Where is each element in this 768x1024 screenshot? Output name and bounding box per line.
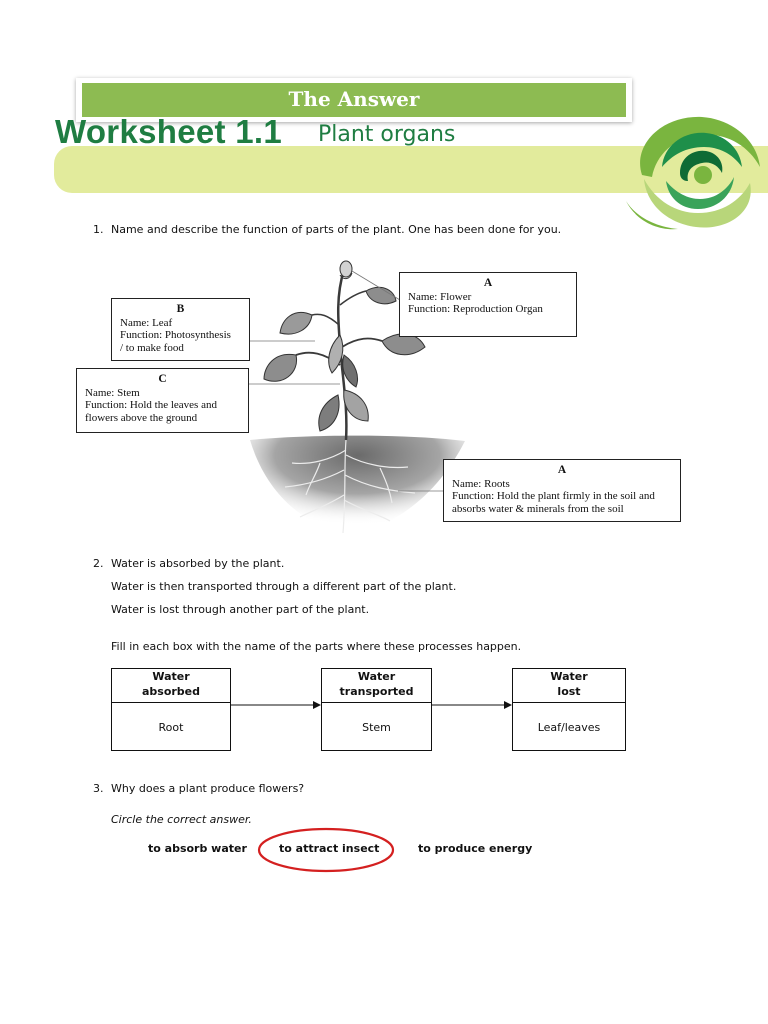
label-function-continued: flowers above the ground xyxy=(85,411,198,424)
process-box-title-line-2: lost xyxy=(557,684,581,698)
process-box-lost xyxy=(512,668,626,751)
question-text: Name and describe the function of parts of the plant. One has been done for you. xyxy=(111,223,562,236)
question-text: Why does a plant produce flowers? xyxy=(111,782,305,795)
question-number: 3. xyxy=(93,782,104,795)
label-function-continued: absorbs water & minerals from the soil xyxy=(452,502,624,515)
process-box-title-line-2: absorbed xyxy=(141,684,201,698)
process-box-transported xyxy=(321,668,432,751)
process-box-title-line-2: transported xyxy=(339,684,414,698)
worksheet-number: Worksheet 1.1 xyxy=(55,113,283,150)
process-box-answer[interactable]: Stem xyxy=(362,721,391,734)
label-name: Name: Flower xyxy=(408,290,472,303)
process-box-title-line-1: Water xyxy=(357,670,396,683)
question-2-line-2: Water is then transported through a different part of the plant. xyxy=(111,580,457,593)
question-3-instruction: Circle the correct answer. xyxy=(111,813,252,826)
process-box-absorbed xyxy=(111,668,231,751)
question-text: Water is absorbed by the plant. xyxy=(111,557,285,570)
leaf-label-box xyxy=(111,298,250,361)
label-function-continued: / to make food xyxy=(120,341,184,354)
label-letter: C xyxy=(158,373,167,385)
label-name: Name: Stem xyxy=(85,386,140,399)
label-function: Function: Hold the plant firmly in the soil and xyxy=(452,490,655,502)
answer-option-absorb-water[interactable]: to absorb water xyxy=(148,842,247,855)
answer-banner: The Answer xyxy=(82,83,626,117)
question-number: 1. xyxy=(93,223,104,236)
label-name: Name: Roots xyxy=(452,477,510,490)
stem-label-box xyxy=(76,368,249,433)
question-2-line-3: Water is lost through another part of the plant. xyxy=(111,603,370,616)
label-letter: B xyxy=(176,303,185,315)
process-box-title-line-1: Water xyxy=(550,670,588,683)
swirl-logo-icon xyxy=(622,105,768,233)
process-box-title-line-1: Water xyxy=(152,670,190,683)
label-function: Function: Reproduction Organ xyxy=(408,303,543,315)
flower-label-box xyxy=(399,272,577,337)
answer-circle-ellipse xyxy=(259,829,393,871)
label-name: Name: Leaf xyxy=(120,316,173,329)
label-letter: A xyxy=(483,277,493,289)
label-function: Function: Photosynthesis xyxy=(120,329,231,341)
label-function: Function: Hold the leaves and xyxy=(85,399,217,411)
roots-label-box xyxy=(443,459,681,522)
worksheet-topic: Plant organs xyxy=(318,122,456,147)
answer-option-produce-energy[interactable]: to produce energy xyxy=(418,842,533,855)
answer-option-attract-insect[interactable]: to attract insect xyxy=(279,842,380,855)
answer-circle-mark xyxy=(255,826,397,874)
question-2-instruction: Fill in each box with the name of the parts where these processes happen. xyxy=(111,640,522,653)
process-box-answer[interactable]: Root xyxy=(158,721,184,734)
label-letter: A xyxy=(557,464,567,476)
process-box-answer[interactable]: Leaf/leaves xyxy=(537,721,601,734)
question-number: 2. xyxy=(93,557,104,570)
soil-illustration xyxy=(250,436,465,535)
